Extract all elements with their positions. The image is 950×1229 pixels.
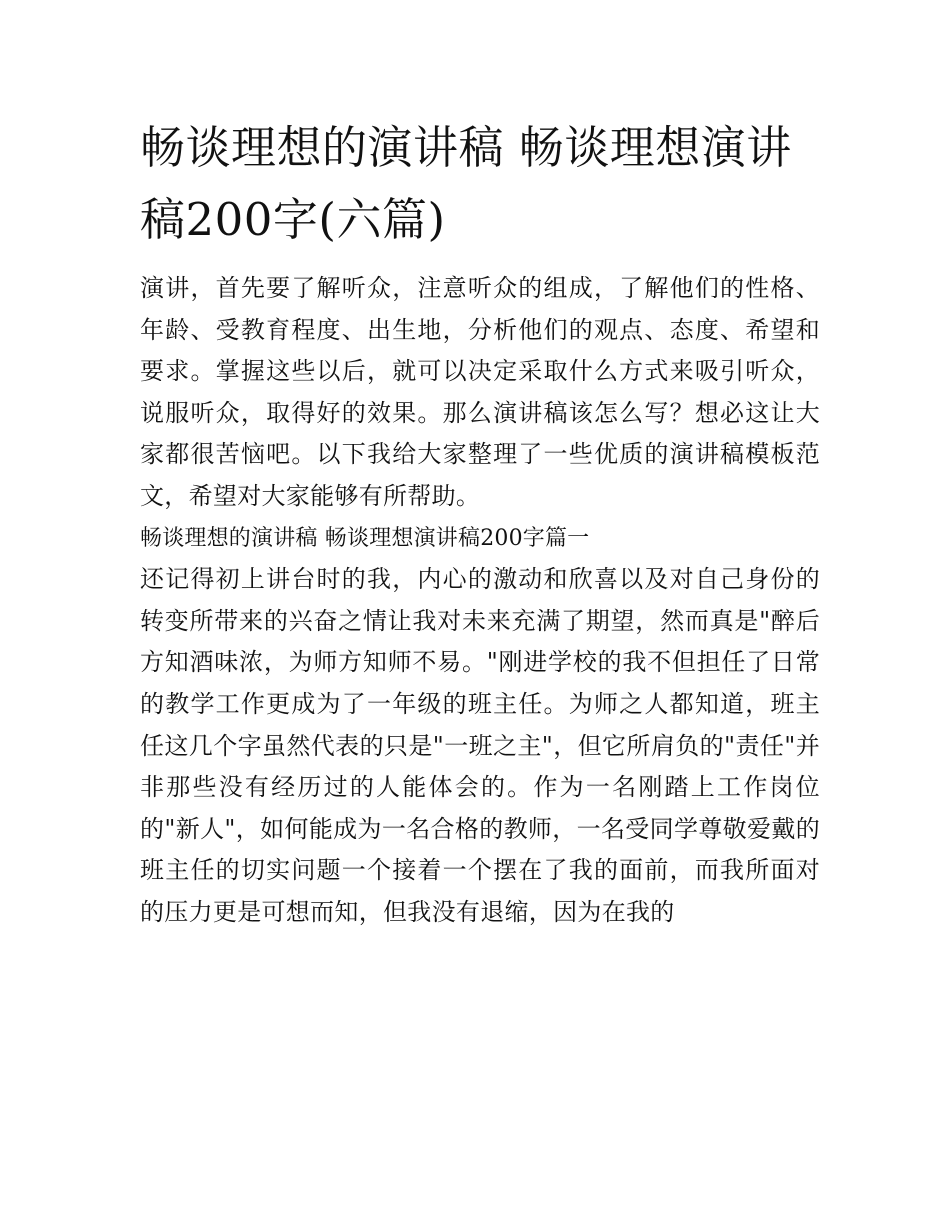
document-page: [140, 112, 820, 934]
body-paragraph: 还记得初上讲台时的我，内心的激动和欣喜以及对自己身份的转变所带来的兴奋之情让我对未来充满了期望，然而真是"醉后方知酒味浓，为师方知师不易。"刚进学校的我不但担任了日常的教学工作更成为了一年级的班主任。为师之人都知道，班主任这几个字虽然代表的只是"一班之主"，但它所肩负的"责任"并非那些没有经历过的人能体会的。作为一名刚踏上工作岗位的"新人"，如何能成为一名合格的教师，一名受同学尊敬爱戴的班主任的切实问题一个接着一个摆在了我的面前，而我所面对的压力更是可想而知，但我没有退缩，因为在我的: [140, 565, 820, 926]
intro-paragraph: 演讲，首先要了解听众，注意听众的组成，了解他们的性格、年龄、受教育程度、出生地，分析他们的观点、态度、希望和要求。掌握这些以后，就可以决定采取什么方式来吸引听众，说服听众，取得好的效果。那么演讲稿该怎么写？想必这让大家都很苦恼吧。以下我给大家整理了一些优质的演讲稿模板范文，希望对大家能够有所帮助。: [140, 274, 820, 510]
section-heading: 畅谈理想的演讲稿 畅谈理想演讲稿200字篇一: [140, 525, 590, 551]
document-title: 畅谈理想的演讲稿 畅谈理想演讲稿200字(六篇): [140, 121, 792, 246]
